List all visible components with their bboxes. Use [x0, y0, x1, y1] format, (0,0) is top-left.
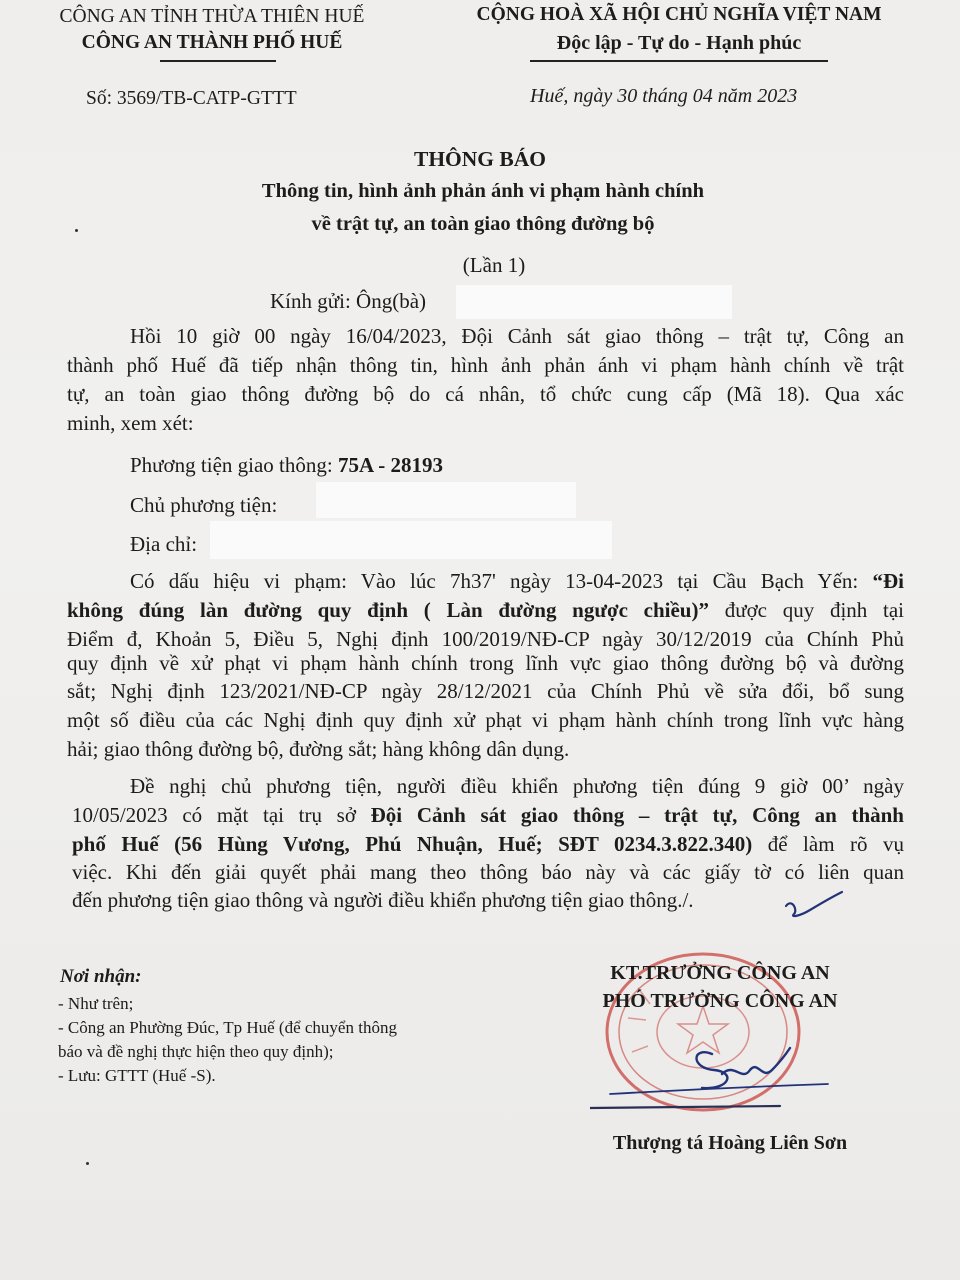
request-line-1: Đề nghị chủ phương tiện, người điều khiển phương tiện đúng 9 giờ 00’ ngày: [130, 774, 904, 798]
recipients-item-2: - Công an Phường Đúc, Tp Huế (để chuyển thông: [58, 1018, 397, 1037]
doc-title: THÔNG BÁO: [413, 147, 546, 171]
motto-line-2: Độc lập - Tự do - Hạnh phúc: [556, 32, 802, 54]
handwritten-signature: [590, 1024, 880, 1114]
violation-description: không đúng làn đường quy định ( Làn đường ngược chiều)”: [67, 598, 709, 622]
recipient-label: Kính gửi: Ông(bà): [270, 289, 427, 313]
doc-subtitle-2: về trật tự, an toàn giao thông đường bộ: [311, 213, 655, 235]
place-date: Huế, ngày 30 tháng 04 năm 2023: [530, 85, 798, 107]
address-label: Địa chỉ:: [130, 532, 198, 556]
org-line-1: CÔNG AN TỈNH THỪA THIÊN HUẾ: [59, 6, 365, 27]
violation-line-4: quy định về xử phạt vi phạm hành chính trong lĩnh vực giao thông đường bộ và đường: [67, 651, 904, 675]
vehicle-label: Phương tiện giao thông:: [130, 453, 338, 477]
intro-line-4: minh, xem xét:: [67, 411, 194, 435]
violation-line-7: hải; giao thông đường bộ, đường sắt; hàng không dân dụng.: [67, 737, 570, 761]
violation-line-3: Điểm đ, Khoản 5, Điều 5, Nghị định 100/2019/NĐ-CP ngày 30/12/2019 của Chính Phủ: [67, 627, 904, 651]
intro-line-2: thành phố Huế đã tiếp nhận thông tin, hình ảnh phản ánh vi phạm hành chính về trật: [67, 353, 904, 377]
violation-quote-start: “Đi: [872, 569, 904, 593]
doc-subtitle-1: Thông tin, hình ảnh phản ánh vi phạm hành chính: [261, 180, 705, 202]
handwritten-initial-mark: [780, 880, 850, 920]
recipients-item-1: - Như trên;: [58, 994, 134, 1013]
request-venue: Đội Cảnh sát giao thông – trật tự, Công an thành: [370, 803, 904, 827]
signature-line-1: KT.TRƯỞNG CÔNG AN: [610, 962, 830, 984]
motto-line-1: CỘNG HOÀ XÃ HỘI CHỦ NGHĨA VIỆT NAM: [476, 4, 882, 25]
violation-line-5: sắt; Nghị định 123/2021/NĐ-CP ngày 28/12/2021 của Chính Phủ về sửa đổi, bổ sung: [67, 679, 904, 703]
speck: [75, 229, 78, 232]
violation-line-2: [67, 596, 904, 625]
violation-intro: Có dấu hiệu vi phạm: Vào lúc 7h37' ngày 13-04-2023 tại Cầu Bạch Yến:: [130, 569, 873, 593]
request-line-5: đến phương tiện giao thông và người điều khiển phương tiện giao thông./.: [72, 888, 694, 912]
request-line-4: việc. Khi đến giải quyết phải mang theo thông báo này và các giấy tờ có liên quan: [72, 860, 904, 884]
request-purpose: để làm rõ vụ: [752, 832, 904, 856]
redacted-recipient-name: [456, 285, 732, 319]
redacted-address: [210, 521, 612, 559]
document-number: Số: 3569/TB-CATP-GTTT: [86, 88, 297, 109]
recipients-heading: Nơi nhận:: [60, 966, 142, 987]
intro-line-3: tự, an toàn giao thông đường bộ do cá nhân, tổ chức cung cấp (Mã 18). Qua xác: [67, 382, 904, 406]
motto-underline: [530, 60, 828, 62]
request-address: phố Huế (56 Hùng Vương, Phú Nhuận, Huế; SĐT 0234.3.822.340): [72, 832, 753, 856]
request-line-3: [72, 830, 904, 859]
org-underline: [160, 60, 276, 62]
violation-line-6: một số điều của các Nghị định quy định xử phạt vi phạm hành chính trong lĩnh vực hàng: [67, 708, 904, 732]
owner-label: Chủ phương tiện:: [130, 493, 278, 517]
redacted-owner-name: [316, 482, 576, 518]
speck: [86, 1162, 89, 1165]
signature-line-2: PHÓ TRƯỞNG CÔNG AN: [602, 990, 838, 1012]
vehicle-line: [130, 451, 443, 480]
recipients-item-2-cont: báo và đề nghị thực hiện theo quy định);: [58, 1042, 334, 1061]
violation-regulated: được quy định tại: [708, 598, 904, 622]
org-line-2: CÔNG AN THÀNH PHỐ HUẾ: [81, 32, 343, 53]
request-venue-intro: 10/05/2023 có mặt tại trụ sở: [72, 803, 371, 827]
recipients-item-3: - Lưu: GTTT (Huế -S).: [58, 1066, 216, 1085]
request-line-2: [72, 801, 904, 830]
signatory-name: Thượng tá Hoàng Liên Sơn: [612, 1132, 848, 1154]
doc-round: (Lần 1): [462, 253, 526, 277]
violation-line-1: [130, 567, 904, 596]
intro-line-1: Hồi 10 giờ 00 ngày 16/04/2023, Đội Cảnh sát giao thông – trật tự, Công an: [130, 324, 904, 348]
license-plate: 75A - 28193: [337, 453, 443, 477]
